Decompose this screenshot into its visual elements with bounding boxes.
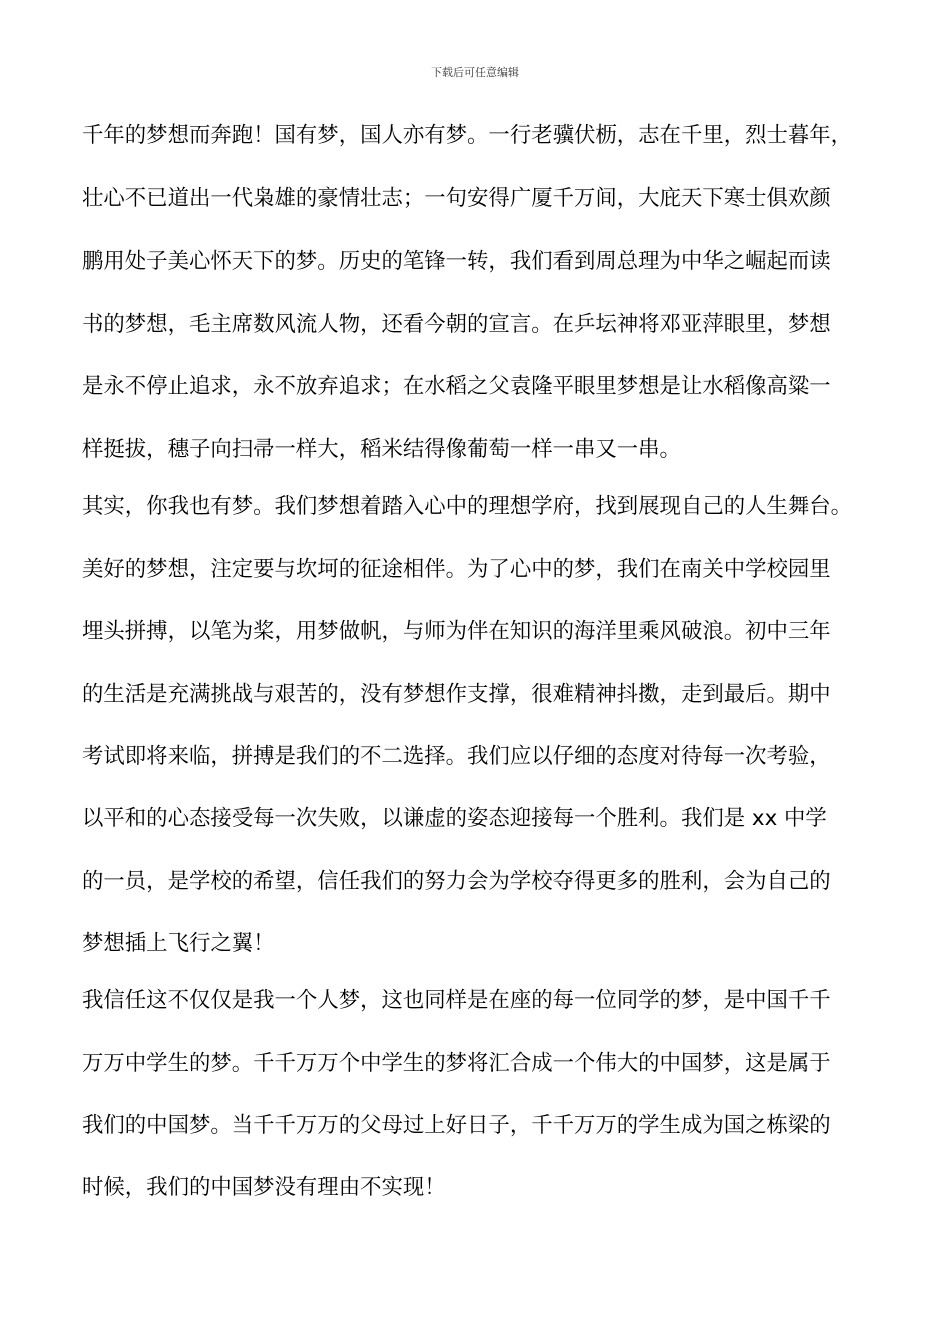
text-line: 我们的中国梦。当千千万万的父母过上好日子，千千万万的学生成为国之栋梁的 (82, 1113, 831, 1138)
text-line: 其实，你我也有梦。我们梦想着踏入心中的理想学府，找到展现自己的人生舞台。 (82, 494, 853, 519)
text-line: 样挺拔，穗子向扫帚一样大，稻米结得像葡萄一样一串又一串。 (82, 437, 681, 462)
text-line: 我信任这不仅仅是我一个人梦，这也同样是在座的每一位同学的梦，是中国千千 (82, 988, 831, 1013)
text-line: 是永不停止追求，永不放弃追求；在水稻之父袁隆平眼里梦想是让水稻像高粱一 (82, 374, 831, 399)
text-line: 以平和的心态接受每一次失败，以谦虚的姿态迎接每一个胜利。我们是 xx 中学 (82, 806, 827, 831)
text-line: 鹏用处子美心怀天下的梦。历史的笔锋一转，我们看到周总理为中华之崛起而读 (82, 249, 831, 274)
text-line: 美好的梦想，注定要与坎坷的征途相伴。为了心中的梦，我们在南关中学校园里 (82, 557, 831, 582)
text-line: 壮心不已道出一代枭雄的豪情壮志；一句安得广厦千万间，大庇天下寒士俱欢颜 (82, 186, 831, 211)
text-line: 书的梦想，毛主席数风流人物，还看今朝的宣言。在乒坛神将邓亚萍眼里，梦想 (82, 312, 831, 337)
text-line: 千年的梦想而奔跑！国有梦，国人亦有梦。一行老骥伏枥，志在千里，烈士暮年， (82, 123, 853, 148)
text-line: 埋头拼搏，以笔为桨，用梦做帆，与师为伴在知识的海洋里乘风破浪。初中三年 (82, 619, 831, 644)
text-line: 梦想插上飞行之翼！ (82, 931, 275, 956)
text-line: 考试即将来临，拼搏是我们的不二选择。我们应以仔细的态度对待每一次考验， (82, 744, 831, 769)
text-line: 时候，我们的中国梦没有理由不实现！ (82, 1175, 446, 1200)
page-header: 下载后可任意编辑 (431, 66, 519, 79)
text-line: 万万中学生的梦。千千万万个中学生的梦将汇合成一个伟大的中国梦，这是属于 (82, 1051, 831, 1076)
text-line: 的一员，是学校的希望，信任我们的努力会为学校夺得更多的胜利，会为自己的 (82, 869, 831, 894)
text-line: 的生活是充满挑战与艰苦的，没有梦想作支撑，很难精神抖擞，走到最后。期中 (82, 682, 831, 707)
